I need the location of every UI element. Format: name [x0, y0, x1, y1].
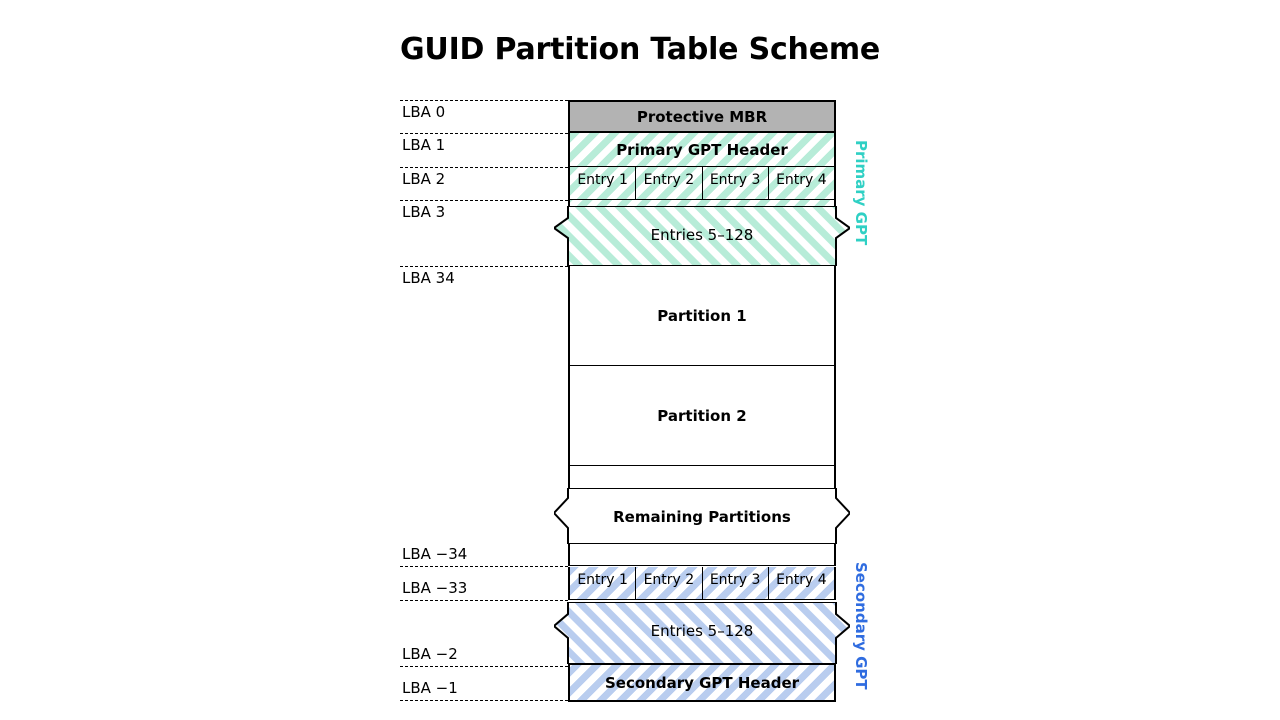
page-title: GUID Partition Table Scheme	[400, 32, 881, 67]
block-secondary-gpt-header: Secondary GPT Header	[568, 664, 836, 702]
primary-entries-rest-label: Entries 5–128	[650, 226, 754, 244]
leader-line-lba-1	[400, 133, 568, 134]
secondary-entries-rest-label: Entries 5–128	[650, 622, 754, 640]
leader-line-lba-minus-33	[400, 600, 568, 601]
secondary-entry-1: Entry 1	[570, 567, 636, 599]
lba-label-0: LBA 0	[402, 103, 446, 121]
secondary-entries-row	[568, 567, 836, 600]
side-label-primary-gpt: Primary GPT	[852, 140, 870, 246]
leader-line-lba-34	[400, 266, 568, 267]
leader-line-lba-minus-2	[400, 666, 568, 667]
block-primary-gpt-header: Primary GPT Header	[568, 133, 836, 167]
block-remaining-partitions	[554, 488, 850, 544]
block-partition-1: Partition 1	[568, 266, 836, 366]
lba-label-1: LBA 1	[402, 136, 446, 154]
lba-label-minus-34: LBA −34	[402, 545, 468, 563]
partitions-filler-bottom	[568, 544, 836, 566]
block-primary-entries-rest	[554, 206, 850, 266]
secondary-entry-4: Entry 4	[776, 572, 827, 588]
partitions-filler-top	[568, 466, 836, 488]
lba-label-2: LBA 2	[402, 170, 446, 188]
lba-label-minus-1: LBA −1	[402, 679, 458, 697]
block-protective-mbr: Protective MBR	[568, 100, 836, 133]
primary-entry-4: Entry 4	[776, 172, 827, 188]
block-secondary-entries-rest	[554, 602, 850, 664]
leader-line-lba-minus-1	[400, 700, 568, 701]
primary-entry-2: Entry 2	[636, 167, 702, 199]
side-label-secondary-gpt: Secondary GPT	[852, 562, 870, 690]
leader-line-lba-2	[400, 167, 568, 168]
secondary-entry-2: Entry 2	[636, 567, 702, 599]
primary-entry-3: Entry 3	[703, 167, 769, 199]
leader-line-lba-minus-34	[400, 566, 568, 567]
primary-entries-row	[568, 167, 836, 200]
leader-line-lba-3	[400, 200, 568, 201]
leader-line-lba-0	[400, 100, 568, 101]
lba-label-3: LBA 3	[402, 203, 446, 221]
secondary-entry-3: Entry 3	[703, 567, 769, 599]
primary-entry-1: Entry 1	[570, 167, 636, 199]
lba-label-34: LBA 34	[402, 269, 455, 287]
remaining-partitions-label: Remaining Partitions	[613, 508, 791, 526]
lba-label-minus-2: LBA −2	[402, 645, 458, 663]
block-partition-2: Partition 2	[568, 366, 836, 466]
lba-label-minus-33: LBA −33	[402, 579, 468, 597]
